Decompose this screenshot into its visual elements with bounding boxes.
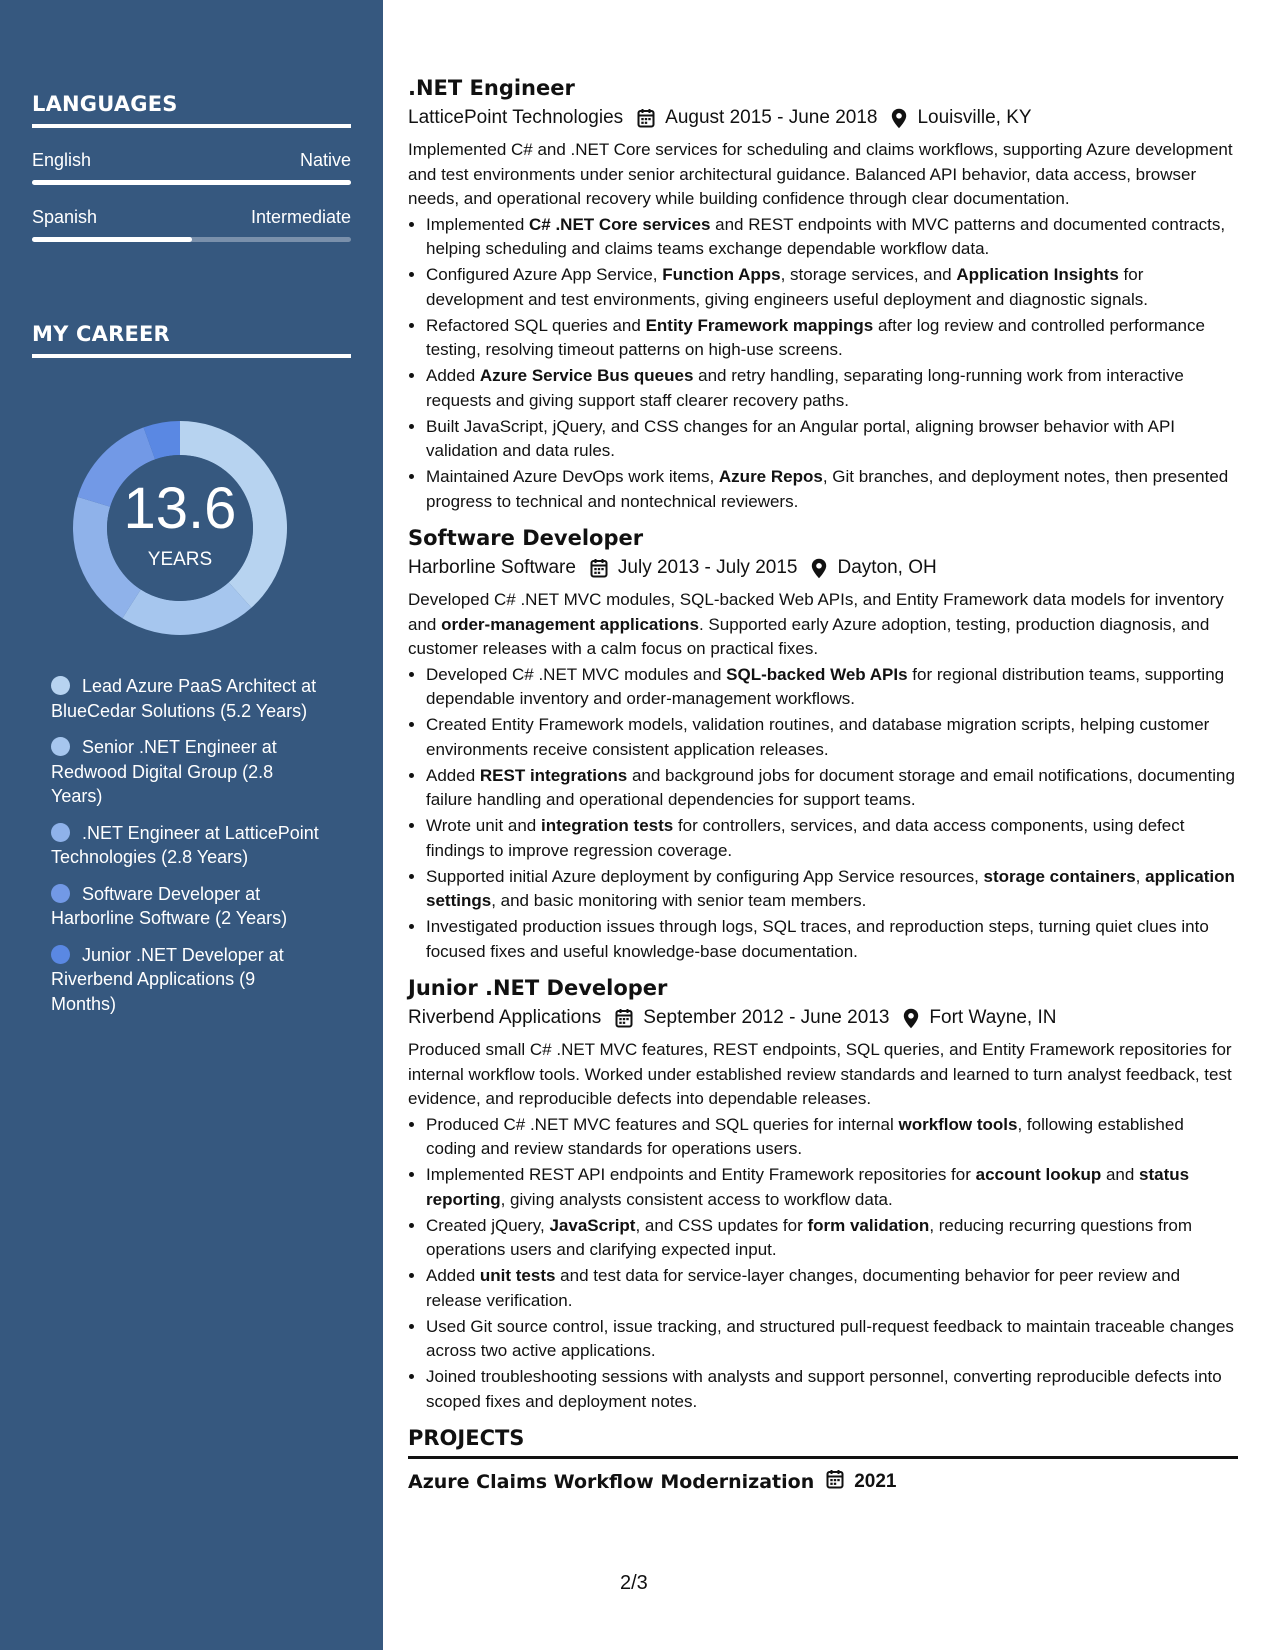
career-legend-label: Junior .NET Developer at Riverbend Applications (9 Months) [51,944,284,1014]
text-run: for development and test environments, giving engineers useful deployment and diagnostic signals. [426,265,1149,309]
company-name: Riverbend Applications [408,1007,602,1028]
bold-text: SQL-backed Web APIs [726,664,908,684]
job-summary: Implemented C# and .NET Core services for scheduling and claims workflows, supporting Azure development and test environments under senior architectural guidance. Balanced API behavior, data access, browser needs, and operational recovery while building confidence through clear documentation. [408,140,1233,208]
legend-dot-icon [51,823,70,842]
sidebar [0,0,383,1650]
text-run: Supported initial Azure deployment by configuring App Service resources, [426,866,984,886]
text-run: Joined troubleshooting sessions with analysts and support personnel, converting reproducible defects into scoped fixes and deployment notes. [426,1367,1222,1411]
bold-text: Azure Service Bus queues [479,366,694,385]
job-bullet [426,415,1238,464]
text-run: Maintained Azure DevOps work items, [426,467,719,486]
text-run: Developed C# .NET MVC modules, SQL-backed Web APIs, and Entity Framework data models for inventory and [408,590,1224,634]
job-entry [408,526,1238,964]
legend-dot-icon [51,884,70,903]
job-summary: Produced small C# .NET MVC features, REST endpoints, SQL queries, and Entity Framework repositories for internal workflow tools. Worked under established review standards and learned to turn analyst feedback, test evidence, and reproducible defects into dependable releases. [408,1040,1232,1108]
text-run: and test data for service-layer changes, documenting behavior for peer review and release verification. [426,1266,1181,1310]
project-year: 2021 [854,1471,897,1492]
job-dates: July 2013 - July 2015 [617,557,798,578]
text-run: , [1135,866,1146,886]
legend-dot-icon [51,945,70,964]
job-meta [408,557,1238,579]
job-bullet [426,1315,1238,1364]
calendar-icon [637,108,655,128]
career-section [32,322,351,358]
job-bullet [426,814,1238,863]
text-run: , Git branches, and deployment notes, then presented progress to technical and nontechnical reviewers. [426,467,1229,511]
experience-list [408,76,1238,1414]
language-level: Native [299,150,351,170]
calendar-icon [615,1008,633,1028]
job-dates: September 2012 - June 2013 [643,1007,890,1028]
text-run: Added [426,765,480,785]
text-run: Developed C# .NET MVC modules and [426,664,727,684]
text-run: Implemented [426,214,529,234]
languages-section [32,92,351,242]
language-proficiency-fill [32,180,351,185]
job-title: Junior .NET Developer [408,976,668,1000]
text-run: Created jQuery, [426,1215,550,1235]
job-bullet [426,314,1238,363]
text-run: , giving analysts consistent access to workflow data. [500,1189,893,1209]
bold-text: storage containers [983,866,1136,886]
company-name: Harborline Software [408,557,576,578]
job-bullet [426,663,1238,712]
bold-text: unit tests [479,1266,556,1285]
map-pin-icon [891,108,907,129]
bold-text: status reporting [426,1165,1190,1209]
job-meta [408,107,1238,129]
text-run: Built JavaScript, jQuery, and CSS changes for an Angular portal, aligning browser behavior with API validation and data rules. [426,416,1176,460]
bold-text: order-management applications [441,614,699,634]
language-row [32,150,351,171]
text-run: , storage services, and [780,265,957,284]
bold-text: REST integrations [479,765,628,785]
text-run: Implemented REST API endpoints and Entity Framework repositories for [426,1165,976,1184]
projects-list [408,1469,1238,1495]
job-title: Software Developer [408,526,644,550]
text-run: Configured Azure App Service, [426,265,663,284]
text-run: and [1101,1165,1140,1184]
text-run: Wrote unit and [426,816,541,835]
projects-heading: PROJECTS [408,1426,1238,1459]
job-bullet [426,263,1238,312]
job-bullet [426,915,1238,964]
career-legend-label: .NET Engineer at LatticePoint Technologies (2.8 Years) [51,822,319,867]
job-location: Dayton, OH [837,557,937,578]
language-proficiency-bar [32,237,351,242]
career-legend-item [51,943,321,1017]
legend-dot-icon [51,676,70,695]
text-run: for regional distribution teams, supporting dependable inventory and order-management workflows. [426,664,1225,708]
job-bullet [426,465,1238,514]
bold-text: C# .NET Core services [529,214,711,234]
text-run: Created Entity Framework models, validation routines, and database migration scripts, helping customer environments receive consistent application releases. [426,715,1210,759]
text-run: , and basic monitoring with senior team members. [491,891,867,910]
text-run: , following established coding and review standards for operations users. [426,1114,1184,1158]
text-run: , reducing recurring questions from operations users and clarifying expected input. [426,1215,1193,1259]
career-donut-chart [64,412,296,644]
job-bullets [408,663,1238,965]
career-heading: MY CAREER [32,322,351,358]
bold-text: Entity Framework mappings [645,315,874,335]
job-bullet [426,1163,1238,1212]
job-meta [408,1007,1238,1029]
map-pin-icon [811,558,827,579]
career-legend-item [51,735,321,809]
page-number: 2/3 [620,1572,648,1594]
languages-list [32,150,351,242]
bold-text: Function Apps [662,265,781,284]
text-run: after log review and controlled performance testing, resolving timeout patterns on high-use screens. [426,315,1205,359]
job-bullet [426,364,1238,413]
map-pin-icon [903,1008,919,1029]
job-bullet [426,1264,1238,1313]
bold-text: account lookup [975,1165,1102,1184]
job-bullet [426,1214,1238,1263]
text-run: , and CSS updates for [635,1215,808,1235]
career-legend-label: Software Developer at Harborline Software (2 Years) [51,883,288,928]
bold-text: Azure Repos [718,467,823,486]
job-location: Louisville, KY [917,107,1032,128]
job-bullet [426,213,1238,262]
bold-text: workflow tools [898,1114,1018,1134]
bold-text: integration tests [540,816,674,835]
career-legend-item [51,674,321,723]
job-bullet [426,764,1238,813]
language-proficiency-bar [32,180,351,185]
bold-text: form validation [807,1215,930,1235]
career-legend-item [51,882,321,931]
text-run: and REST endpoints with MVC patterns and documented contracts, helping scheduling and claims teams exchange dependable workflow data. [426,214,1226,258]
job-entry [408,76,1238,514]
career-legend-label: Lead Azure PaaS Architect at BlueCedar Solutions (5.2 Years) [51,676,317,721]
language-row [32,207,351,228]
legend-dot-icon [51,737,70,756]
bold-text: JavaScript [549,1215,636,1235]
job-dates: August 2015 - June 2018 [665,107,878,128]
job-summary [408,588,1238,662]
job-bullet [426,865,1238,914]
bold-text: Application Insights [956,265,1119,284]
languages-heading: LANGUAGES [32,92,351,128]
text-run: and retry handling, separating long-running work from interactive requests and giving support staff clearer recovery paths. [426,366,1184,410]
bold-text: application settings [426,866,1235,910]
job-bullet [426,1113,1238,1162]
job-entry [408,976,1238,1414]
job-location: Fort Wayne, IN [929,1007,1057,1028]
text-run: and background jobs for document storage and email notifications, documenting failure handling and operational dependencies for support teams. [426,765,1235,809]
language-name: English [32,150,92,170]
text-run: Refactored SQL queries and [426,315,646,335]
text-run: Added [426,1266,480,1285]
job-bullets [408,213,1238,515]
job-bullets [408,1113,1238,1415]
project-row [408,1469,1238,1495]
text-run: for controllers, services, and data access components, using defect findings to improve regression coverage. [426,816,1185,860]
language-proficiency-fill [32,237,192,242]
career-total-value: 13.6 [123,476,237,541]
career-total-unit: YEARS [147,549,213,570]
company-name: LatticePoint Technologies [408,107,624,128]
text-run: Produced C# .NET MVC features and SQL queries for internal [426,1114,899,1134]
career-legend-label: Senior .NET Engineer at Redwood Digital Group (2.8 Years) [51,737,277,806]
career-legend-item [51,821,321,870]
job-bullet [426,713,1238,762]
text-run: Used Git source control, issue tracking, and structured pull-request feedback to maintain traceable changes across two active applications. [426,1316,1234,1360]
calendar-icon [826,1469,844,1495]
donut-center [64,412,296,644]
text-run: . Supported early Azure adoption, testing, production diagnosis, and customer releases with a calm focus on practical fixes. [408,614,1210,658]
job-bullet [426,1365,1238,1414]
project-name: Azure Claims Workflow Modernization [408,1471,815,1493]
calendar-icon [590,558,608,578]
text-run: Added [426,366,480,385]
language-name: Spanish [32,207,98,227]
text-run: Investigated production issues through logs, SQL traces, and reproduction steps, turning quiet clues into focused fixes and useful knowledge-base documentation. [426,917,1209,961]
main-content [408,76,1238,1495]
career-legend [51,674,321,1028]
language-level: Intermediate [250,207,351,227]
job-title: .NET Engineer [408,76,575,100]
